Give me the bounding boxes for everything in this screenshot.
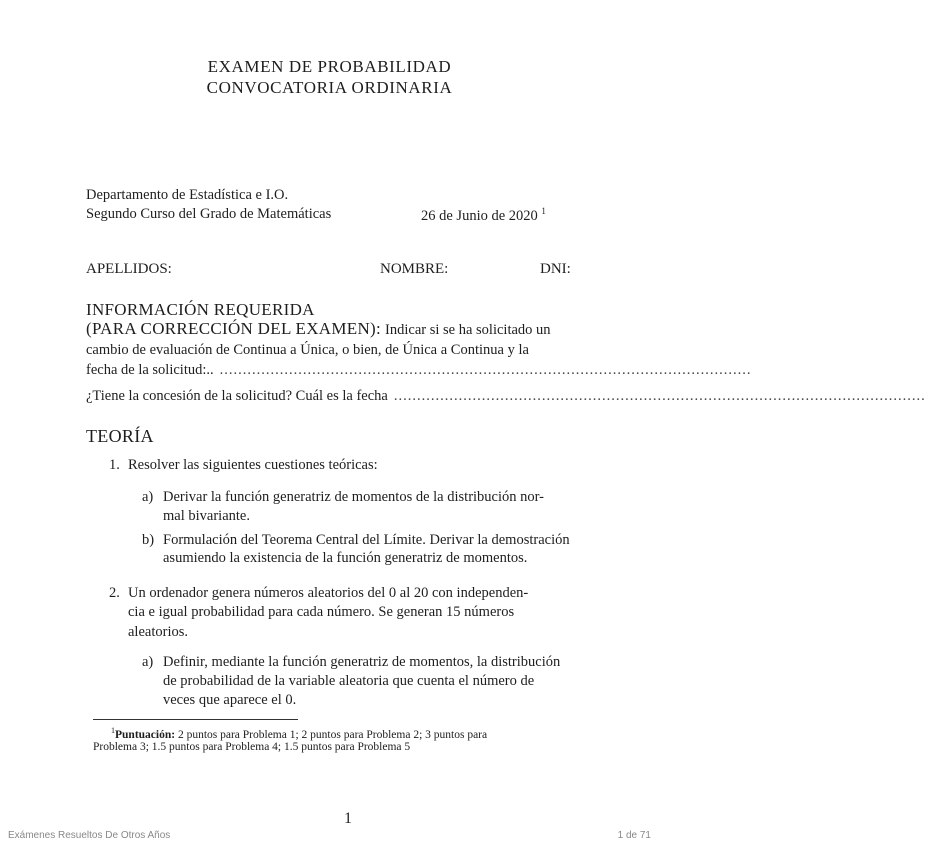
department: Departamento de Estadística e I.O. bbox=[86, 187, 289, 203]
required-info-heading-2: (PARA CORRECCIÓN DEL EXAMEN): bbox=[86, 319, 382, 338]
dni-label: DNI: bbox=[540, 261, 571, 277]
problem-1b-label: b) bbox=[142, 532, 155, 548]
problem-1b-line2: asumiendo la existencia de la función generatriz de momentos. bbox=[163, 550, 528, 566]
problem-2a-label: a) bbox=[142, 654, 154, 670]
required-info-instruction: Indicar si se ha solicitado un bbox=[385, 322, 551, 338]
required-info-line2: cambio de evaluación de Continua a Única, o bien, de Única a Continua y la bbox=[86, 342, 529, 358]
surname-label: APELLIDOS: bbox=[86, 261, 172, 277]
problem-2-line2: cia e igual probabilidad para cada número. Se generan 15 números bbox=[128, 604, 515, 620]
problem-1a-line1: Derivar la función generatriz de momentos de la distribución nor- bbox=[163, 489, 545, 505]
concession-line bbox=[86, 386, 926, 407]
footnote-mark: 1 bbox=[541, 206, 546, 216]
page-number: 1 bbox=[344, 810, 352, 827]
name-label: NOMBRE: bbox=[380, 261, 449, 277]
footnote-rule bbox=[93, 719, 298, 720]
concession-dots: ................................................................................................................... bbox=[393, 388, 926, 404]
footer-page-count: 1 de 71 bbox=[617, 830, 651, 841]
footnote-label: Puntuación: bbox=[115, 728, 176, 741]
problem-2a-line1: Definir, mediante la función generatriz de momentos, la distribución bbox=[163, 654, 561, 670]
footnote-text-1: 2 puntos para Problema 1; 2 puntos para Problema 2; 3 puntos para bbox=[177, 728, 488, 741]
required-info-line3 bbox=[86, 360, 752, 381]
problem-2a-line3: veces que aparece el 0. bbox=[163, 692, 297, 708]
problem-1a-line2: mal bivariante. bbox=[163, 508, 250, 524]
required-info-heading: INFORMACIÓN REQUERIDA bbox=[86, 300, 315, 319]
exam-date-text: 26 de Junio de 2020 bbox=[421, 207, 538, 224]
theory-heading: TEORÍA bbox=[86, 426, 154, 446]
concession-question: ¿Tiene la concesión de la solicitud? Cuál es la fecha bbox=[86, 388, 388, 404]
exam-date bbox=[421, 206, 546, 225]
problem-2a-line2: de probabilidad de la variable aleatoria que cuenta el número de bbox=[163, 673, 535, 689]
footer-source: Exámenes Resueltos De Otros Años bbox=[8, 830, 171, 841]
exam-subtitle: CONVOCATORIA ORDINARIA bbox=[206, 78, 453, 97]
required-info-line1 bbox=[86, 319, 616, 341]
problem-1-number: 1. bbox=[109, 457, 120, 473]
exam-title: EXAMEN DE PROBABILIDAD bbox=[207, 57, 452, 76]
problem-1-text: Resolver las siguientes cuestiones teóricas: bbox=[128, 457, 378, 473]
problem-2-number: 2. bbox=[109, 585, 120, 601]
request-date-dots: ................................................................................................................... bbox=[219, 362, 752, 378]
footnote-number: 1 bbox=[111, 726, 115, 735]
footnote-line2: Problema 3; 1.5 puntos para Problema 4; 1.5 puntos para Problema 5 bbox=[93, 741, 411, 753]
problem-1a-label: a) bbox=[142, 489, 154, 505]
problem-1b-line1: Formulación del Teorema Central del Límite. Derivar la demostración bbox=[163, 532, 570, 548]
request-date-label: fecha de la solicitud:.. bbox=[86, 362, 214, 378]
problem-2-line3: aleatorios. bbox=[128, 624, 188, 640]
course: Segundo Curso del Grado de Matemáticas bbox=[86, 206, 332, 222]
problem-2-line1: Un ordenador genera números aleatorios del 0 al 20 con independen- bbox=[128, 585, 529, 601]
